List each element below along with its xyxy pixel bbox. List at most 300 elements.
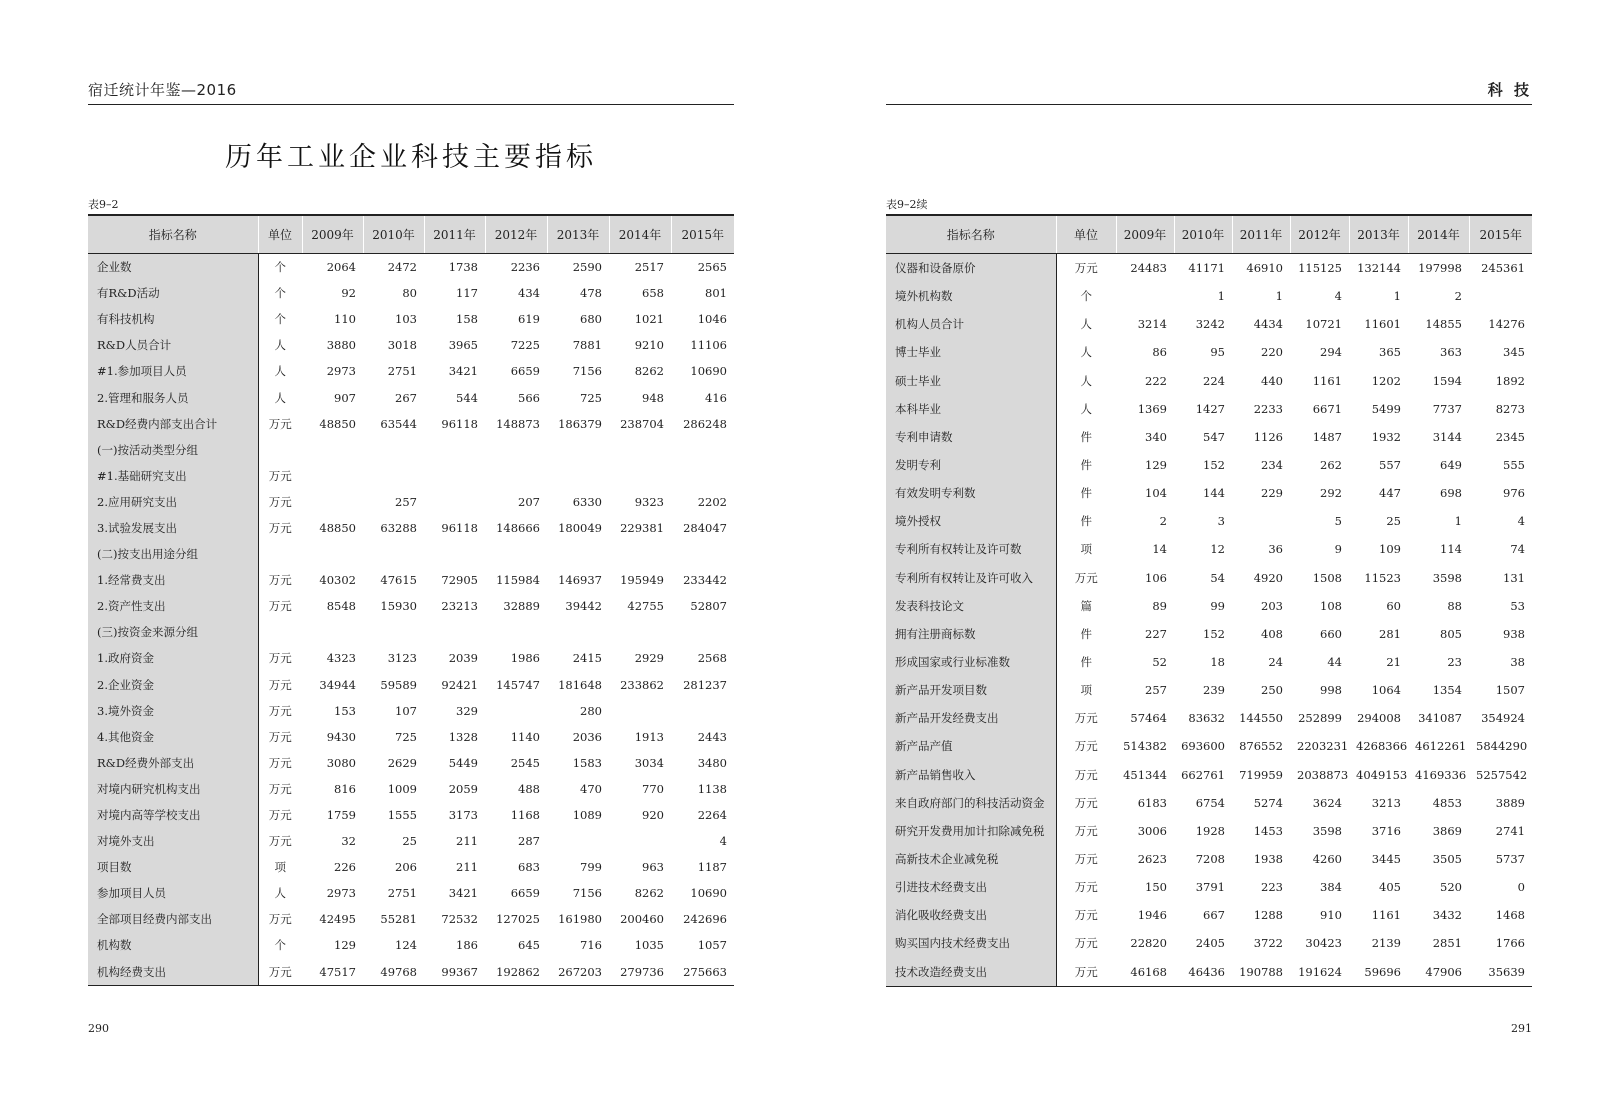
value-cell: 47906 (1408, 958, 1469, 987)
indicator-name: 本科毕业 (886, 395, 1056, 423)
table-code: 表9–2续 (886, 198, 928, 211)
value-cell (1116, 282, 1174, 310)
value-cell: 186379 (558, 416, 602, 431)
value-cell: 284047 (683, 520, 727, 535)
indicator-name: 专利申请数 (886, 423, 1056, 451)
value-cell: 48850 (319, 416, 356, 431)
value-cell: 257 (395, 494, 417, 509)
value-cell: 649 (1440, 458, 1462, 473)
table-row (886, 873, 1532, 901)
value-cell: 6754 (1195, 795, 1225, 810)
table-row (88, 254, 734, 281)
table-row (886, 845, 1532, 873)
unit-cell: 万元 (258, 515, 302, 541)
table-row (886, 732, 1532, 760)
unit-cell: 万元 (258, 750, 302, 776)
unit-cell: 人 (258, 384, 302, 410)
value-cell: 1202 (1371, 373, 1401, 388)
indicator-name: 对境内高等学校支出 (88, 802, 258, 828)
value-cell: 229381 (620, 520, 664, 535)
value-cell (485, 437, 547, 463)
value-cell: 680 (580, 312, 602, 327)
table-row (886, 451, 1532, 479)
table-row (886, 704, 1532, 732)
page-number: 290 (88, 1022, 109, 1035)
unit-cell: 万元 (258, 906, 302, 932)
value-cell: 3242 (1195, 317, 1225, 332)
value-cell: 3965 (448, 338, 478, 353)
indicator-name: 对境外支出 (88, 828, 258, 854)
value-cell: 144550 (1239, 711, 1283, 726)
value-cell: 200460 (620, 912, 664, 927)
unit-cell: 万元 (258, 776, 302, 802)
unit-cell: 万元 (258, 672, 302, 698)
unit-cell: 万元 (1056, 761, 1116, 789)
value-cell: 186 (456, 938, 478, 953)
value-cell: 4268366 (1356, 739, 1408, 754)
value-cell (547, 463, 609, 489)
value-cell: 2064 (326, 260, 356, 275)
indicator-name: 1.政府资金 (88, 645, 258, 671)
value-cell: 1046 (697, 312, 727, 327)
value-cell: 131 (1503, 570, 1525, 585)
value-cell: 341087 (1418, 711, 1462, 726)
value-cell: 229 (1261, 486, 1283, 501)
value-cell (485, 541, 547, 567)
value-cell: 3869 (1432, 823, 1462, 838)
unit-cell: 万元 (258, 411, 302, 437)
value-cell: 725 (580, 390, 602, 405)
indicator-name: R&D经费内部支出合计 (88, 411, 258, 437)
value-cell: 15930 (380, 599, 417, 614)
header-year: 2012年 (1290, 215, 1349, 254)
value-cell: 3445 (1371, 852, 1401, 867)
value-cell: 725 (395, 729, 417, 744)
value-cell: 197998 (1418, 261, 1462, 276)
value-cell: 132144 (1357, 261, 1401, 276)
value-cell: 1138 (697, 781, 727, 796)
value-cell: 6659 (510, 364, 540, 379)
indicator-name: 形成国家或行业标准数 (886, 648, 1056, 676)
value-cell: 3144 (1432, 429, 1462, 444)
value-cell (671, 698, 734, 724)
value-cell: 25 (402, 834, 417, 849)
value-cell (609, 437, 671, 463)
table-row (886, 367, 1532, 395)
value-cell (363, 541, 424, 567)
value-cell: 279736 (609, 959, 671, 986)
value-cell: 557 (1379, 458, 1401, 473)
unit-cell: 万元 (258, 802, 302, 828)
value-cell: 5257542 (1476, 767, 1528, 782)
header-year: 2015年 (1469, 215, 1532, 254)
table-row (88, 411, 734, 437)
unit-cell: 万元 (258, 645, 302, 671)
unit-cell: 万元 (258, 463, 302, 489)
table-row (88, 593, 734, 619)
table-row (88, 384, 734, 410)
value-cell: 1328 (448, 729, 478, 744)
value-cell: 72532 (441, 912, 478, 927)
value-cell: 5499 (1371, 401, 1401, 416)
table-row (886, 535, 1532, 563)
table-row (886, 423, 1532, 451)
value-cell: 152 (1203, 626, 1225, 641)
value-cell: 340 (1145, 429, 1167, 444)
value-cell: 7156 (572, 886, 602, 901)
value-cell: 1932 (1371, 429, 1401, 444)
value-cell: 920 (642, 808, 664, 823)
value-cell: 267 (395, 390, 417, 405)
value-cell: 2751 (387, 364, 417, 379)
value-cell: 801 (705, 286, 727, 301)
value-cell: 46436 (1174, 958, 1232, 987)
value-cell: 109 (1379, 542, 1401, 557)
indicator-name: 有R&D活动 (88, 280, 258, 306)
value-cell: 7737 (1432, 401, 1462, 416)
value-cell: 203 (1261, 598, 1283, 613)
value-cell: 6671 (1312, 401, 1342, 416)
value-cell: 115984 (496, 573, 540, 588)
value-cell: 108 (1320, 598, 1342, 613)
value-cell: 36 (1268, 542, 1283, 557)
value-cell: 3006 (1137, 823, 1167, 838)
value-cell: 10690 (690, 364, 727, 379)
value-cell: 262 (1320, 458, 1342, 473)
value-cell: 52 (1152, 655, 1167, 670)
value-cell: 1986 (510, 651, 540, 666)
value-cell: 1487 (1312, 429, 1342, 444)
value-cell: 21 (1386, 655, 1401, 670)
value-cell: 2568 (697, 651, 727, 666)
unit-cell: 项 (1056, 676, 1116, 704)
value-cell: 7225 (510, 338, 540, 353)
value-cell: 46910 (1246, 261, 1283, 276)
table-row (886, 648, 1532, 676)
unit-cell: 件 (1056, 620, 1116, 648)
value-cell: 719959 (1239, 767, 1283, 782)
value-cell: 181648 (558, 677, 602, 692)
indicator-name: 博士毕业 (886, 338, 1056, 366)
unit-cell: 件 (1056, 648, 1116, 676)
value-cell: 180049 (558, 520, 602, 535)
value-cell: 158 (456, 312, 478, 327)
value-cell: 2264 (697, 808, 727, 823)
table-row (886, 676, 1532, 704)
indicator-name: 3.境外资金 (88, 698, 258, 724)
value-cell: 799 (580, 860, 602, 875)
value-cell (1232, 507, 1290, 535)
value-cell: 4 (1517, 514, 1525, 529)
header-year: 2014年 (1408, 215, 1469, 254)
value-cell: 2 (1159, 514, 1167, 529)
unit-cell: 万元 (1056, 704, 1116, 732)
value-cell: 146937 (558, 573, 602, 588)
value-cell: 6330 (572, 494, 602, 509)
value-cell: 1738 (448, 260, 478, 275)
value-cell: 41171 (1188, 261, 1225, 276)
value-cell: 57464 (1130, 711, 1167, 726)
value-cell: 4 (719, 834, 727, 849)
value-cell: 24483 (1130, 261, 1167, 276)
table-row (88, 437, 734, 463)
value-cell (547, 541, 609, 567)
value-cell: 2233 (1253, 401, 1283, 416)
unit-cell: 万元 (258, 593, 302, 619)
value-cell: 2973 (326, 364, 356, 379)
value-cell: 275663 (671, 959, 734, 986)
value-cell: 1035 (634, 938, 664, 953)
value-cell (609, 698, 671, 724)
header-year: 2011年 (1232, 215, 1290, 254)
value-cell: 3421 (448, 364, 478, 379)
value-cell: 224 (1203, 373, 1225, 388)
value-cell: 127025 (496, 912, 540, 927)
value-cell: 286248 (683, 416, 727, 431)
value-cell: 10721 (1305, 317, 1342, 332)
value-cell: 52807 (690, 599, 727, 614)
indicator-name: 研究开发费用加计扣除减免税 (886, 817, 1056, 845)
value-cell: 1168 (510, 808, 540, 823)
indicator-name: 技术改造经费支出 (886, 958, 1056, 987)
indicator-name: 拥有注册商标数 (886, 620, 1056, 648)
indicator-name: (三)按资金来源分组 (88, 619, 258, 645)
value-cell: 384 (1320, 880, 1342, 895)
value-cell: 32889 (503, 599, 540, 614)
table-row (88, 828, 734, 854)
header-year: 2014年 (609, 215, 671, 254)
unit-cell: 万元 (1056, 564, 1116, 592)
header-unit: 单位 (258, 215, 302, 254)
value-cell: 1594 (1432, 373, 1462, 388)
value-cell: 660 (1320, 626, 1342, 641)
indicator-table (88, 214, 734, 986)
value-cell: 8262 (634, 364, 664, 379)
unit-cell: 篇 (1056, 592, 1116, 620)
value-cell: 191624 (1290, 958, 1349, 987)
header-year: 2009年 (1116, 215, 1174, 254)
value-cell: 110 (334, 312, 356, 327)
table-row (88, 776, 734, 802)
unit-cell: 件 (1056, 479, 1116, 507)
value-cell: 3123 (387, 651, 417, 666)
unit-cell: 个 (1056, 282, 1116, 310)
indicator-name: 1.经常费支出 (88, 567, 258, 593)
indicator-name: 2.资产性支出 (88, 593, 258, 619)
table-row (88, 358, 734, 384)
value-cell: 207 (518, 494, 540, 509)
value-cell: 2405 (1195, 936, 1225, 951)
value-cell: 88 (1447, 598, 1462, 613)
value-cell: 92421 (441, 677, 478, 692)
value-cell: 938 (1503, 626, 1525, 641)
value-cell: 129 (1145, 458, 1167, 473)
value-cell: 252899 (1298, 711, 1342, 726)
header-year: 2010年 (363, 215, 424, 254)
value-cell: 1946 (1137, 908, 1167, 923)
value-cell: 3716 (1371, 823, 1401, 838)
value-cell: 1 (1454, 514, 1462, 529)
table-row (88, 541, 734, 567)
value-cell: 211 (456, 834, 478, 849)
value-cell: 693600 (1181, 739, 1225, 754)
value-cell (363, 463, 424, 489)
indicator-name: 有科技机构 (88, 306, 258, 332)
value-cell: 2443 (697, 729, 727, 744)
value-cell: 1369 (1137, 401, 1167, 416)
table-row (886, 338, 1532, 366)
value-cell: 104 (1145, 486, 1167, 501)
value-cell: 47517 (302, 959, 363, 986)
table-row (886, 620, 1532, 648)
indicator-name: 企业数 (88, 254, 258, 281)
table-row (88, 932, 734, 958)
value-cell: 478 (580, 286, 602, 301)
value-cell: 106 (1145, 570, 1167, 585)
value-cell: 2059 (448, 781, 478, 796)
value-cell: 48850 (319, 520, 356, 535)
value-cell: 267203 (547, 959, 609, 986)
value-cell: 10690 (690, 886, 727, 901)
table-row (886, 395, 1532, 423)
value-cell (485, 463, 547, 489)
value-cell (424, 541, 485, 567)
value-cell: 220 (1261, 345, 1283, 360)
header-year: 2015年 (671, 215, 734, 254)
table-row (88, 619, 734, 645)
value-cell: 329 (456, 703, 478, 718)
value-cell: 38 (1510, 655, 1525, 670)
value-cell: 5449 (448, 755, 478, 770)
value-cell: 2415 (572, 651, 602, 666)
unit-cell: 个 (258, 306, 302, 332)
value-cell: 3 (1217, 514, 1225, 529)
value-cell: 1 (1217, 289, 1225, 304)
value-cell: 2590 (572, 260, 602, 275)
value-cell: 683 (518, 860, 540, 875)
value-cell: 3213 (1371, 795, 1401, 810)
table-row (88, 724, 734, 750)
value-cell: 3722 (1253, 936, 1283, 951)
value-cell: 3214 (1137, 317, 1167, 332)
header-year: 2011年 (424, 215, 485, 254)
table-row (886, 254, 1532, 283)
unit-cell: 人 (258, 880, 302, 906)
value-cell: 234 (1261, 458, 1283, 473)
value-cell: 1126 (1253, 429, 1283, 444)
value-cell: 2472 (387, 260, 417, 275)
value-cell: 1928 (1195, 823, 1225, 838)
value-cell: 2741 (1495, 823, 1525, 838)
indicator-name: 新产品销售收入 (886, 761, 1056, 789)
value-cell: 4920 (1253, 570, 1283, 585)
table-row (88, 489, 734, 515)
header-indicator: 指标名称 (88, 215, 258, 254)
table-header-row (88, 215, 734, 254)
header-year: 2012年 (485, 215, 547, 254)
unit-cell: 万元 (258, 828, 302, 854)
value-cell: 2629 (387, 755, 417, 770)
unit-cell: 个 (258, 932, 302, 958)
value-cell: 619 (518, 312, 540, 327)
left-page (88, 0, 734, 1099)
section-title: 科 技 (1487, 81, 1532, 99)
value-cell (671, 619, 734, 645)
value-cell: 2851 (1432, 936, 1462, 951)
value-cell: 2545 (510, 755, 540, 770)
table-row (886, 310, 1532, 338)
value-cell: 3421 (448, 886, 478, 901)
value-cell: 281 (1379, 626, 1401, 641)
unit-cell: 万元 (258, 567, 302, 593)
header-unit: 单位 (1056, 215, 1116, 254)
value-cell: 1555 (387, 808, 417, 823)
table-row (88, 463, 734, 489)
indicator-table-continued (886, 214, 1532, 987)
value-cell: 1892 (1495, 373, 1525, 388)
value-cell: 2345 (1495, 429, 1525, 444)
indicator-name: #1.基础研究支出 (88, 463, 258, 489)
value-cell: 211 (456, 860, 478, 875)
value-cell: 3880 (326, 338, 356, 353)
value-cell: 1508 (1312, 570, 1342, 585)
value-cell: 1288 (1253, 908, 1283, 923)
value-cell: 25 (1386, 514, 1401, 529)
value-cell: 124 (395, 938, 417, 953)
value-cell: 3598 (1432, 570, 1462, 585)
unit-cell: 万元 (1056, 901, 1116, 929)
value-cell: 805 (1440, 626, 1462, 641)
value-cell: 2929 (634, 651, 664, 666)
unit-cell: 项 (258, 854, 302, 880)
value-cell: 238704 (620, 416, 664, 431)
value-cell: 32 (341, 834, 356, 849)
value-cell: 910 (1320, 908, 1342, 923)
value-cell: 1453 (1253, 823, 1283, 838)
value-cell: 294 (1320, 345, 1342, 360)
value-cell: 42495 (319, 912, 356, 927)
indicator-name: 新产品开发项目数 (886, 676, 1056, 704)
indicator-name: 参加项目人员 (88, 880, 258, 906)
page-number: 291 (1511, 1022, 1532, 1035)
indicator-name: R&D经费外部支出 (88, 750, 258, 776)
value-cell: 287 (518, 834, 540, 849)
value-cell: 770 (642, 781, 664, 796)
value-cell (547, 619, 609, 645)
table-row (886, 789, 1532, 817)
value-cell: 440 (1261, 373, 1283, 388)
unit-cell: 万元 (1056, 929, 1116, 957)
value-cell: 8548 (326, 599, 356, 614)
value-cell: 83632 (1188, 711, 1225, 726)
value-cell: 8273 (1495, 401, 1525, 416)
value-cell: 34944 (319, 677, 356, 692)
value-cell: 11601 (1364, 317, 1401, 332)
table-row (88, 332, 734, 358)
value-cell: 18 (1210, 655, 1225, 670)
value-cell (302, 489, 363, 515)
unit-cell: 项 (1056, 535, 1116, 563)
value-cell (609, 619, 671, 645)
table-code: 表9–2 (88, 198, 119, 211)
indicator-name: 高新技术企业减免税 (886, 845, 1056, 873)
indicator-name: 有效发明专利数 (886, 479, 1056, 507)
value-cell: 95 (1210, 345, 1225, 360)
value-cell: 3018 (387, 338, 417, 353)
value-cell: 1354 (1432, 683, 1462, 698)
table-row (88, 515, 734, 541)
value-cell: 222 (1145, 373, 1167, 388)
